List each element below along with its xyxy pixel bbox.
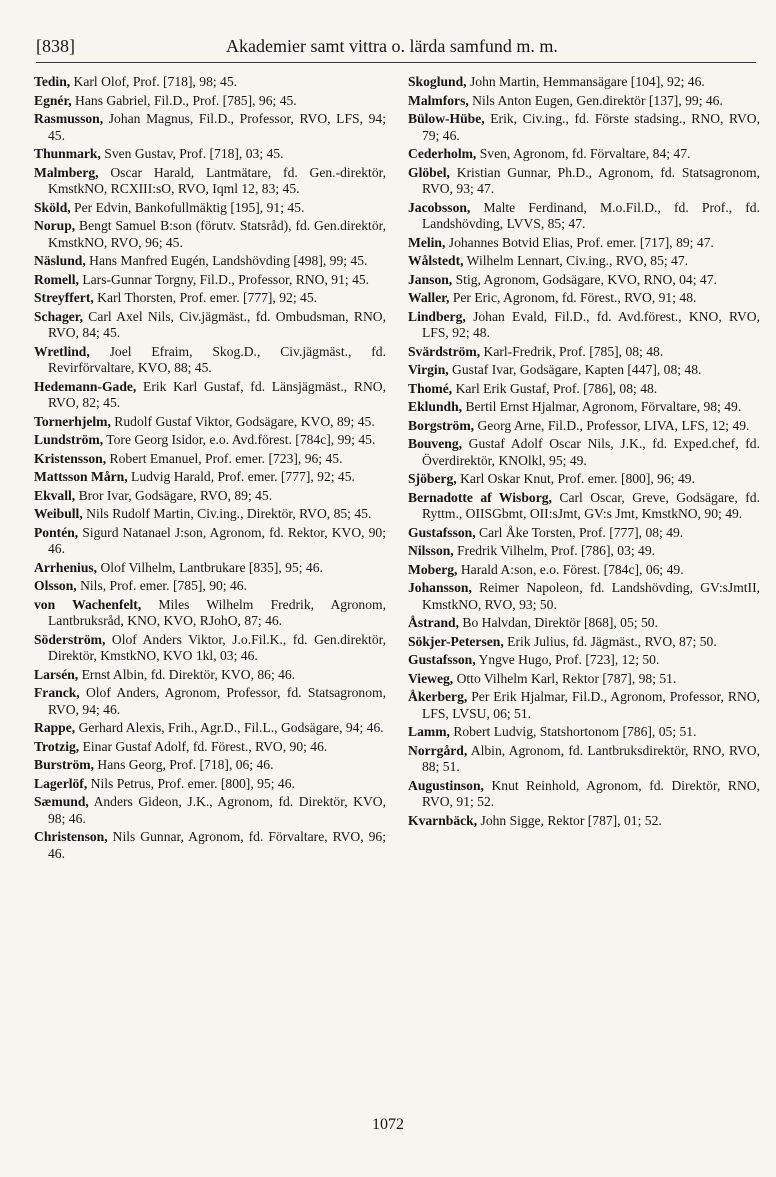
register-entry: [34, 200, 386, 217]
entry-details: Sven, Agronom, fd. Förvaltare, 84; 47.: [476, 146, 691, 161]
entry-surname: Sökjer-Petersen,: [408, 633, 504, 649]
register-entry: [34, 685, 386, 718]
entry-details: Hans Georg, Prof. [718], 06; 46.: [94, 757, 274, 772]
entry-surname: Larsén,: [34, 666, 79, 682]
entry-details: Olof Anders Viktor, J.o.Fil.K., fd. Gen.direktör, Direktör, KmstkNO, KVO 1kl, 03; 46.: [48, 631, 386, 663]
entry-surname: Lamm,: [408, 724, 450, 739]
entry-surname: Arrhenius,: [34, 559, 98, 575]
entry-surname: Lundström,: [34, 432, 104, 447]
entry-surname: Mattsson Mårn,: [34, 469, 128, 484]
register-entry: [408, 111, 760, 144]
register-entry: [34, 632, 386, 665]
entry-details: Fredrik Vilhelm, Prof. [786], 03; 49.: [453, 543, 656, 558]
entry-details: Erik Karl Gustaf, fd. Länsjägmäst., RNO, RVO, 82; 45.: [48, 378, 386, 410]
register-entry: [34, 344, 386, 377]
entry-surname: Åkerberg,: [408, 689, 468, 704]
entry-details: Albin, Agronom, fd. Lantbruksdirektör, RNO, RVO, 88; 51.: [422, 742, 760, 774]
entry-details: Georg Arne, Fil.D., Professor, LIVA, LFS, 12; 49.: [474, 417, 750, 433]
register-entry: [408, 200, 760, 233]
entry-details: Harald A:son, e.o. Förest. [784c], 06; 49.: [457, 561, 684, 577]
entry-details: Per Eric, Agronom, fd. Förest., RVO, 91; 48.: [449, 290, 697, 305]
register-entry: [34, 597, 386, 630]
register-entry: [408, 580, 760, 613]
entry-details: Rudolf Gustaf Viktor, Godsägare, KVO, 89; 45.: [110, 413, 375, 429]
register-entry: [408, 471, 760, 488]
entry-details: Stig, Agronom, Godsägare, KVO, RNO, 04; 47.: [452, 271, 717, 287]
register-entry: [34, 506, 386, 523]
entry-details: Karl Oskar Knut, Prof. emer. [800], 96; 49.: [456, 471, 695, 486]
entry-details: Oscar Harald, Lantmätare, fd. Gen.-direktör, KmstkNO, RCXIII:sO, RVO, Iqml 12, 83; 45.: [48, 164, 386, 196]
entry-details: Malte Ferdinand, M.o.Fil.D., fd. Prof., fd. Landshövding, LVVS, 85; 47.: [422, 199, 760, 231]
register-entry: [408, 272, 760, 289]
register-entry: [34, 451, 386, 468]
entry-details: Einar Gustaf Adolf, fd. Förest., RVO, 90; 46.: [79, 738, 328, 754]
entry-details: Hans Gabriel, Fil.D., Prof. [785], 96; 45.: [71, 92, 297, 108]
entry-details: Joel Efraim, Skog.D., Civ.jägmäst., fd. Revirförvaltare, KVO, 88; 45.: [48, 343, 386, 375]
register-entry: [408, 235, 760, 252]
entry-details: Hans Manfred Eugén, Landshövding [498], 99; 45.: [85, 253, 368, 268]
register-entry: [34, 720, 386, 737]
entry-surname: Cederholm,: [408, 146, 477, 161]
entry-details: Knut Reinhold, Agronom, fd. Direktör, RNO, RVO, 91; 52.: [422, 777, 760, 809]
entry-details: Erik Julius, fd. Jägmäst., RVO, 87; 50.: [503, 633, 717, 649]
entry-surname: Johansson,: [408, 580, 472, 595]
register-entry: [34, 794, 386, 827]
register-entry: [408, 671, 760, 688]
register-entry: [408, 436, 760, 469]
entry-surname: Svärdström,: [408, 343, 481, 359]
page-title: Akademier samt vittra o. lärda samfund m. m.: [226, 36, 558, 56]
entry-details: Bo Halvdan, Direktör [868], 05; 50.: [458, 615, 658, 630]
entry-surname: Pontén,: [34, 524, 79, 540]
entry-surname: von Wachenfelt,: [34, 596, 142, 612]
register-entry: [34, 560, 386, 577]
register-entry: [34, 309, 386, 342]
entry-surname: Lagerlöf,: [34, 775, 88, 791]
entry-details: Bror Ivar, Godsägare, RVO, 89; 45.: [75, 487, 273, 503]
entry-details: Johannes Botvid Elias, Prof. emer. [717], 89; 47.: [445, 234, 714, 250]
entry-details: Johan Magnus, Fil.D., Professor, RVO, LFS, 94; 45.: [48, 111, 386, 143]
entry-details: Carl Oscar, Greve, Godsägare, fd. Ryttm., OIISGbmt, OII:sJmt, GV:s Jmt, KmstkNO, 90; 49.: [422, 489, 760, 521]
entry-surname: Sjöberg,: [408, 471, 457, 486]
entry-details: Otto Vilhelm Karl, Rektor [787], 98; 51.: [453, 670, 677, 686]
register-entry: [408, 290, 760, 307]
register-entry: [34, 469, 386, 486]
register-entry: [34, 290, 386, 307]
entry-surname: Vieweg,: [408, 670, 454, 686]
register-entry: [34, 218, 386, 251]
entry-surname: Lindberg,: [408, 308, 466, 324]
entry-details: Olof Anders, Agronom, Professor, fd. Statsagronom, RVO, 94; 46.: [48, 685, 386, 717]
entry-details: Robert Ludvig, Statshortonom [786], 05; 51.: [449, 724, 697, 739]
entry-details: Tore Georg Isidor, e.o. Avd.förest. [784c], 99; 45.: [103, 432, 376, 447]
entry-surname: Streyffert,: [34, 290, 94, 305]
entry-details: Nils Petrus, Prof. emer. [800], 95; 46.: [87, 775, 295, 791]
entry-details: Sigurd Natanael J:son, Agronom, fd. Rektor, KVO, 90; 46.: [48, 524, 386, 556]
entry-surname: Skoglund,: [408, 74, 467, 89]
register-entry: [34, 93, 386, 110]
entry-details: Carl Axel Nils, Civ.jägmäst., fd. Ombudsman, RNO, RVO, 84; 45.: [48, 308, 386, 340]
right-column: [408, 74, 760, 831]
entry-surname: Thunmark,: [34, 146, 101, 161]
entry-surname: Gustafsson,: [408, 524, 476, 540]
entry-surname: Moberg,: [408, 561, 458, 577]
register-entry: [34, 667, 386, 684]
entry-details: Per Erik Hjalmar, Fil.D., Agronom, Professor, RNO, LFS, LVSU, 06; 51.: [422, 689, 760, 721]
entry-details: Lars-Gunnar Torgny, Fil.D., Professor, RNO, 91; 45.: [78, 271, 370, 287]
register-entry: [408, 724, 760, 741]
register-entry: [34, 272, 386, 289]
entry-surname: Bouveng,: [408, 436, 463, 451]
register-entry: [408, 525, 760, 542]
entry-surname: Franck,: [34, 685, 80, 700]
register-entry: [408, 490, 760, 523]
entry-details: Carl Åke Torsten, Prof. [777], 08; 49.: [475, 524, 684, 540]
register-entry: [34, 414, 386, 431]
entry-surname: Weibull,: [34, 506, 83, 521]
entry-surname: Malmberg,: [34, 164, 99, 180]
entry-details: Gustaf Adolf Oscar Nils, J.K., fd. Exped.chef, fd. Överdirektör, KNOlkl, 95; 49.: [422, 436, 760, 468]
entry-surname: Kvarnbäck,: [408, 812, 478, 828]
register-entry: [34, 525, 386, 558]
register-entry: [34, 379, 386, 412]
register-entry: [34, 74, 386, 91]
register-entry: [408, 362, 760, 379]
entry-surname: Romell,: [34, 271, 79, 287]
register-entry: [34, 757, 386, 774]
register-entry: [408, 778, 760, 811]
entry-surname: Åstrand,: [408, 615, 459, 630]
entry-surname: Olsson,: [34, 578, 77, 593]
entry-details: John Martin, Hemmansägare [104], 92; 46.: [466, 74, 705, 89]
entry-surname: Kristensson,: [34, 450, 107, 466]
entry-surname: Melin,: [408, 234, 446, 250]
entry-details: Reimer Napoleon, fd. Landshövding, GV:sJmtII, KmstkNO, RVO, 93; 50.: [422, 580, 760, 612]
entry-surname: Rasmusson,: [34, 111, 104, 126]
register-entry: [34, 146, 386, 163]
register-entry: [34, 829, 386, 862]
register-entry: [408, 813, 760, 830]
register-entry: [34, 432, 386, 449]
register-entry: [408, 562, 760, 579]
entry-surname: Rappe,: [34, 720, 76, 735]
entry-surname: Virgin,: [408, 362, 449, 377]
entry-surname: Norup,: [34, 218, 76, 233]
entry-surname: Ekvall,: [34, 487, 76, 503]
entry-surname: Waller,: [408, 290, 450, 305]
register-entry: [408, 165, 760, 198]
entry-details: John Sigge, Rektor [787], 01; 52.: [477, 812, 662, 828]
entry-surname: Norrgård,: [408, 742, 468, 758]
register-entry: [34, 253, 386, 270]
entry-details: Miles Wilhelm Fredrik, Agronom, Lantbruksråd, KNO, KVO, RJohO, 87; 46.: [48, 596, 386, 628]
entry-details: Robert Emanuel, Prof. emer. [723], 96; 45.: [106, 450, 343, 466]
entry-surname: Augustinson,: [408, 777, 484, 793]
entry-surname: Näslund,: [34, 253, 86, 268]
page-header: [36, 36, 756, 63]
entry-surname: Malmfors,: [408, 92, 469, 108]
entry-surname: Wretlind,: [34, 343, 90, 359]
entry-details: Karl-Fredrik, Prof. [785], 08; 48.: [480, 343, 664, 359]
register-entry: [408, 652, 760, 669]
entry-surname: Schager,: [34, 308, 83, 324]
entry-surname: Christenson,: [34, 829, 108, 844]
entry-surname: Borgström,: [408, 417, 475, 433]
register-entry: [408, 344, 760, 361]
register-entry: [408, 743, 760, 776]
register-entry: [408, 689, 760, 722]
entry-details: Bertil Ernst Hjalmar, Agronom, Förvaltare, 98; 49.: [462, 399, 742, 414]
entry-surname: Nilsson,: [408, 543, 454, 558]
register-entry: [408, 146, 760, 163]
entry-surname: Bernadotte af Wisborg,: [408, 489, 552, 505]
register-entry: [408, 543, 760, 560]
register-entry: [408, 381, 760, 398]
entry-surname: Bülow-Hübe,: [408, 111, 485, 126]
entry-surname: Gustafsson,: [408, 652, 476, 667]
entry-details: Nils, Prof. emer. [785], 90; 46.: [76, 578, 247, 593]
entry-surname: Janson,: [408, 271, 453, 287]
entry-details: Kristian Gunnar, Ph.D., Agronom, fd. Statsagronom, RVO, 93; 47.: [422, 164, 760, 196]
register-entry: [408, 309, 760, 342]
entry-details: Karl Erik Gustaf, Prof. [786], 08; 48.: [452, 380, 658, 396]
register-entry: [408, 418, 760, 435]
entry-surname: Jacobsson,: [408, 199, 471, 215]
entry-surname: Thomé,: [408, 380, 453, 396]
entry-surname: Sköld,: [34, 199, 71, 215]
entry-surname: Hedemann-Gade,: [34, 378, 137, 394]
register-entry: [408, 253, 760, 270]
register-entry: [34, 739, 386, 756]
entry-surname: Söderström,: [34, 631, 106, 647]
entry-surname: Wålstedt,: [408, 253, 464, 268]
entry-details: Bengt Samuel B:son (förutv. Statsråd), fd. Gen.direktör, KmstkNO, RVO, 96; 45.: [48, 218, 386, 250]
entry-surname: Burström,: [34, 757, 95, 772]
entry-details: Ernst Albin, fd. Direktör, KVO, 86; 46.: [78, 666, 296, 682]
entry-details: Per Edvin, Bankofullmäktig [195], 91; 45.: [70, 199, 305, 215]
entry-details: Sven Gustav, Prof. [718], 03; 45.: [100, 146, 284, 161]
entry-details: Nils Rudolf Martin, Civ.ing., Direktör, RVO, 85; 45.: [82, 506, 372, 521]
entry-details: Karl Olof, Prof. [718], 98; 45.: [70, 74, 238, 89]
entry-surname: Tornerhjelm,: [34, 413, 111, 429]
entry-details: Wilhelm Lennart, Civ.ing., RVO, 85; 47.: [463, 253, 689, 268]
entry-details: Yngve Hugo, Prof. [723], 12; 50.: [475, 652, 660, 667]
entry-details: Anders Gideon, J.K., Agronom, fd. Direktör, KVO, 98; 46.: [48, 794, 386, 826]
register-entry: [34, 776, 386, 793]
register-entry: [408, 399, 760, 416]
page-number: 1072: [372, 1116, 404, 1133]
entry-details: Erik, Civ.ing., fd. Förste stadsing., RNO, RVO, 79; 46.: [422, 111, 760, 143]
register-entry: [408, 93, 760, 110]
entry-details: Ludvig Harald, Prof. emer. [777], 92; 45.: [127, 469, 355, 484]
register-entry: [408, 615, 760, 632]
entry-surname: Tedin,: [34, 74, 71, 89]
register-entry: [34, 165, 386, 198]
entry-surname: Trotzig,: [34, 738, 80, 754]
register-entry: [34, 578, 386, 595]
entry-details: Nils Anton Eugen, Gen.direktör [137], 99; 46.: [468, 92, 723, 108]
entry-details: Gerhard Alexis, Frih., Agr.D., Fil.L., Godsägare, 94; 46.: [75, 720, 384, 735]
left-column: [34, 74, 386, 864]
entry-details: Gustaf Ivar, Godsägare, Kapten [447], 08; 48.: [448, 362, 702, 377]
register-entry: [34, 488, 386, 505]
entry-details: Karl Thorsten, Prof. emer. [777], 92; 45.: [93, 290, 318, 305]
page-reference: [838]: [36, 36, 75, 56]
entry-details: Nils Gunnar, Agronom, fd. Förvaltare, RVO, 96; 46.: [48, 829, 386, 861]
register-entry: [34, 111, 386, 144]
entry-details: Olof Vilhelm, Lantbrukare [835], 95; 46.: [97, 559, 323, 575]
entry-details: Johan Evald, Fil.D., fd. Avd.förest., KNO, RVO, LFS, 92; 48.: [422, 308, 760, 340]
register-entry: [408, 74, 760, 91]
register-entry: [408, 634, 760, 651]
entry-surname: Eklundh,: [408, 399, 463, 414]
entry-surname: Glöbel,: [408, 164, 450, 180]
entry-surname: Sæmund,: [34, 794, 89, 809]
entry-surname: Egnér,: [34, 92, 72, 108]
